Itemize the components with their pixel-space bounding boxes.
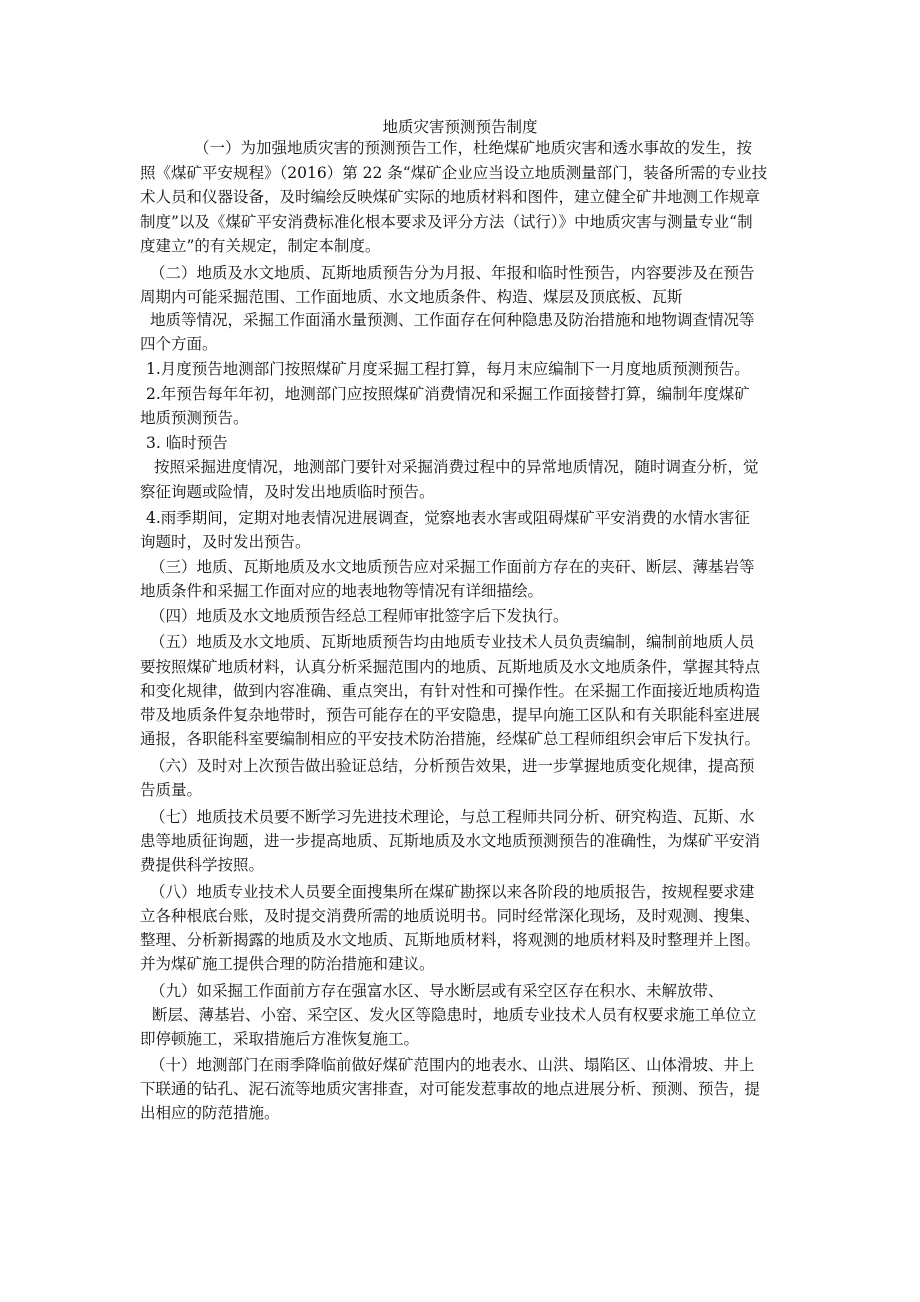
text-line: 照《煤矿平安规程》（2016）第 22 条“煤矿企业应当设立地质测量部门，装备所需的专业技 <box>140 164 768 182</box>
text-line: 询题时，及时发出预告。 <box>140 533 311 551</box>
text-line: 4.雨季期间，定期对地表情况进展调查，觉察地表水害或阻碍煤矿平安消费的水情水害征 <box>146 509 750 527</box>
text-line: 通报，各职能科室要编制相应的平安技术防治措施，经煤矿总工程师组织会审后下发执行。 <box>140 730 761 748</box>
text-line: 制度”以及《煤矿平安消费标准化根本要求及评分方法（试行）》中地质灾害与测量专业“制 <box>140 213 753 231</box>
text-line: （四）地质及水文地质预告经总工程师审批签字后下发执行。 <box>150 607 569 625</box>
text-line: 地质条件和采掘工作面对应的地表地物等情况有详细描绘。 <box>140 582 544 600</box>
text-line: 四个方面。 <box>140 335 218 353</box>
text-line: （九）如采掘工作面前方存在强富水区、导水断层或有采空区存在积水、未解放带、 <box>150 982 724 1000</box>
text-line: （三）地质、瓦斯地质及水文地质预告应对采掘工作面前方存在的夹矸、断层、薄基岩等 <box>150 558 755 576</box>
text-line: 患等地质征询题，进一步提高地质、瓦斯地质及水文地质预测预告的准确性，为煤矿平安消 <box>140 832 761 850</box>
text-line: 按照采掘进度情况，地测部门要针对采掘消费过程中的异常地质情况，随时调查分析，觉 <box>154 458 759 476</box>
text-line: （八）地质专业技术人员要全面搜集所在煤矿勘探以来各阶段的地质报告，按规程要求建 <box>150 883 755 901</box>
text-line: 地质等情况，采掘工作面涌水量预测、工作面存在何种隐患及防治措施和地物调查情况等 <box>150 311 755 329</box>
text-line: 出相应的防范措施。 <box>140 1104 280 1122</box>
text-line: 1.月度预告地测部门按照煤矿月度采掘工程打算，每月末应编制下一月度地质预测预告。 <box>146 360 750 378</box>
text-line: （六）及时对上次预告做出验证总结，分析预告效果，进一步掌握地质变化规律，提高预 <box>150 757 755 775</box>
text-line: 费提供科学按照。 <box>140 856 265 874</box>
text-line: 并为煤矿施工提供合理的防治措施和建议。 <box>140 955 435 973</box>
text-line: 要按照煤矿地质材料，认真分析采掘范围内的地质、瓦斯地质及水文地质条件，掌握其特点 <box>140 658 761 676</box>
text-line: （五）地质及水文地质、瓦斯地质预告均由地质专业技术人员负责编制，编制前地质人员 <box>150 633 755 651</box>
text-line: 术人员和仪器设备，及时编绘反映煤矿实际的地质材料和图件，建立健全矿井地测工作规章 <box>140 188 761 206</box>
text-line: 断层、薄基岩、小窑、采空区、发火区等隐患时，地质专业技术人员有权要求施工单位立 <box>152 1006 757 1024</box>
text-line: 3. 临时预告 <box>146 434 228 452</box>
text-line: 整理、分析新揭露的地质及水文地质、瓦斯地质材料，将观测的地质材料及时整理并上图。 <box>140 931 761 949</box>
text-line: 即停顿施工，采取措施后方准恢复施工。 <box>140 1030 420 1048</box>
text-line: （一）为加强地质灾害的预测预告工作，杜绝煤矿地质灾害和透水事故的发生，按 <box>194 139 753 157</box>
text-line: 带及地质条件复杂地带时，预告可能存在的平安隐患，提早向施工区队和有关职能科室进展 <box>140 706 761 724</box>
text-line: （二）地质及水文地质、瓦斯地质预告分为月报、年报和临时性预告，内容要涉及在预告 <box>150 264 755 282</box>
text-line: （七）地质技术员要不断学习先进技术理论，与总工程师共同分析、研究构造、瓦斯、水 <box>150 808 755 826</box>
text-line: （十）地测部门在雨季降临前做好煤矿范围内的地表水、山洪、塌陷区、山体滑坡、井上 <box>150 1056 755 1074</box>
text-line: 告质量。 <box>140 781 203 799</box>
text-line: 下联通的钻孔、泥石流等地质灾害排查，对可能发惹事故的地点进展分析、预测、预告，提 <box>140 1080 761 1098</box>
text-line: 察征询题或险情，及时发出地质临时预告。 <box>140 483 435 501</box>
text-line: 度建立”的有关规定，制定本制度。 <box>140 237 381 255</box>
document-title: 地质灾害预测预告制度 <box>382 118 538 136</box>
text-line: 周期内可能采掘范围、工作面地质、水文地质条件、构造、煤层及顶底板、瓦斯 <box>140 288 683 306</box>
text-line: 和变化规律，做到内容准确、重点突出，有针对性和可操作性。在采掘工作面接近地质构造 <box>140 682 761 700</box>
text-line: 立各种根底台账，及时提交消费所需的地质说明书。同时经常深化现场，及时观测、搜集、 <box>140 907 761 925</box>
text-line: 2.年预告每年年初，地测部门应按照煤矿消费情况和采掘工作面接替打算，编制年度煤矿 <box>146 385 750 403</box>
text-line: 地质预测预告。 <box>140 409 249 427</box>
